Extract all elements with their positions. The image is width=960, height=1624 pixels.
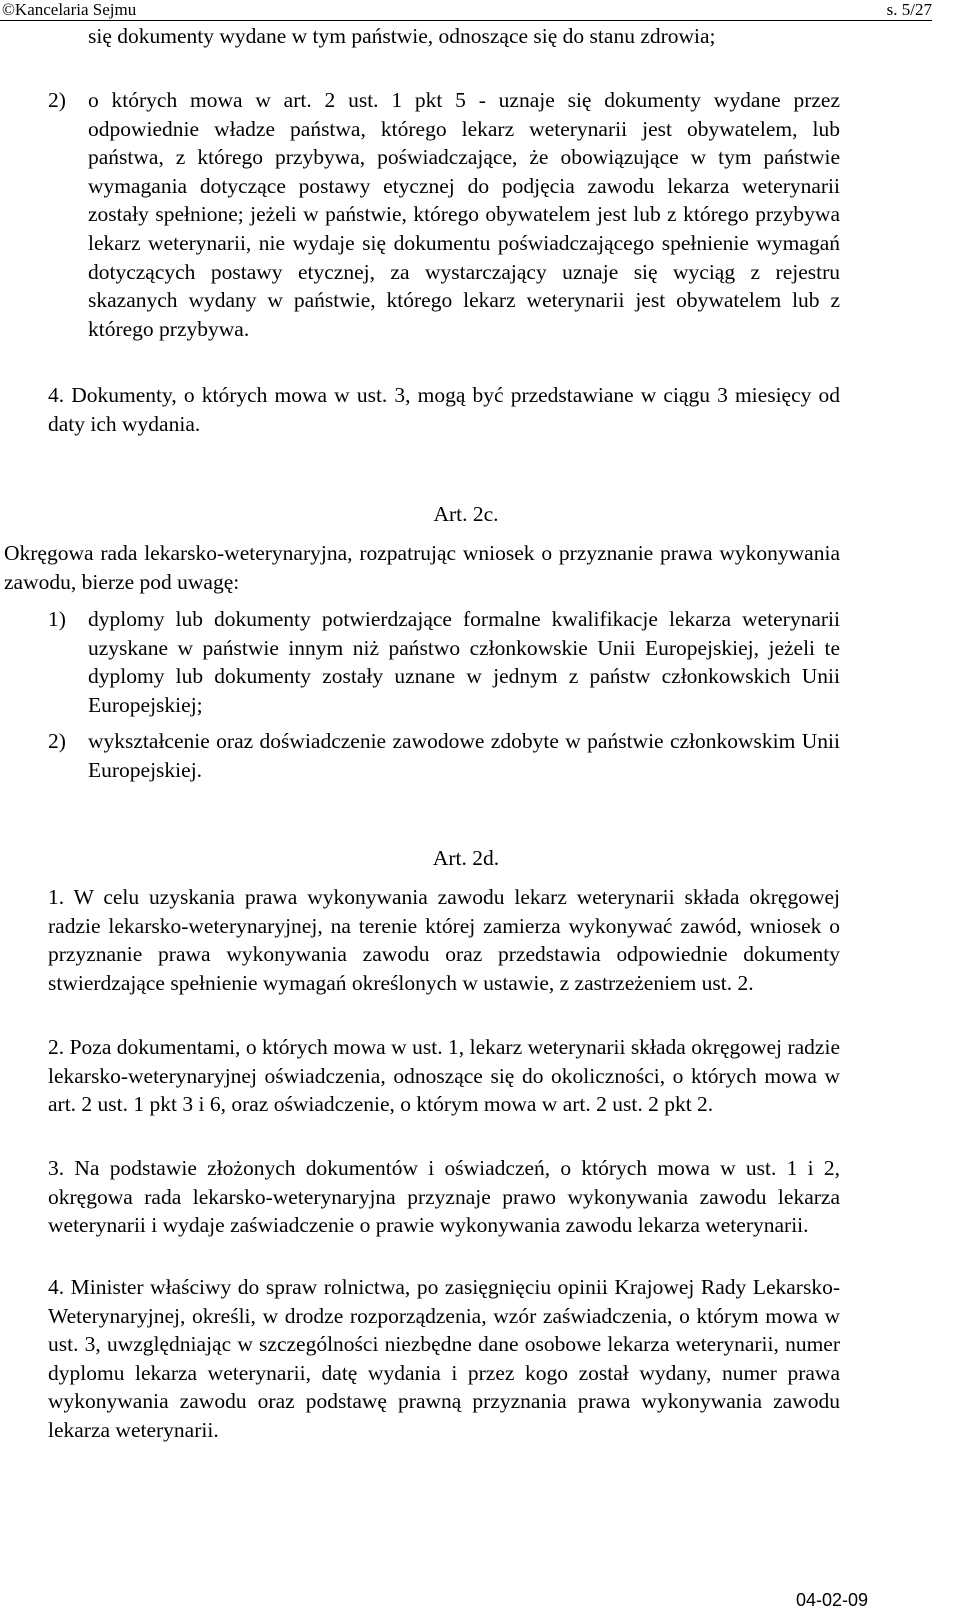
article-2c-intro: Okręgowa rada lekarsko-weterynaryjna, rozpatrując wniosek o przyznanie prawa wykonywania zawodu, bierze pod uwagę: bbox=[4, 541, 840, 594]
item-text: o których mowa w art. 2 ust. 1 pkt 5 - uznaje się dokumenty wydane przez odpowiednie władze państwa, którego lekarz weterynarii jest obywatelem, lub państwa, z którego przybywa, poświadczające, że obowiązujące w tym państwie wymagania dotyczące postawy etycznej do podjęcia zawodu lekarza weterynarii zostały spełnione; jeżeli w państwie, którego obywatelem jest lub z którego przybywa lekarz weterynarii, nie wydaje się dokumentu poświadczającego spełnienie wymagań dotyczących postawy etycznej, za wystarczający uznaje się wyciąg z rejestru skazanych wydany w państwie, którego lekarz weterynarii jest obywatelem lub z którego przybywa. bbox=[88, 88, 840, 341]
source-label: ©Kancelaria Sejmu bbox=[2, 0, 137, 19]
continuation-text: się dokumenty wydane w tym państwie, odnoszące się do stanu zdrowia; bbox=[88, 24, 716, 48]
header-divider bbox=[0, 20, 932, 21]
article-title-2d: Art. 2d. bbox=[432, 846, 500, 870]
list-item-number: 2) bbox=[48, 729, 66, 753]
article-2d-paragraph-3: 3. Na podstawie złożonych dokumentów i oświadczeń, o których mowa w ust. 1 i 2, okręgowa rada lekarsko-weterynaryjna przyznaje prawo wykonywania zawodu lekarza weterynarii i wydaje zaświadczenie o prawie wykonywania zawodu lekarza weterynarii. bbox=[48, 1156, 840, 1238]
article-2d-paragraph-4: 4. Minister właściwy do spraw rolnictwa, po zasięgnięciu opinii Krajowej Rady Lekarsko-Weterynaryjnej, określi, w drodze rozporządzenia, wzór zaświadczenia, o którym mowa w ust. 3, uwzględniając w szczególności niezbędne dane osobowe lekarza weterynarii, numer dyplomu lekarza weterynarii, datę wydania i przez kogo został wydany, numer prawa wykonywania zawodu oraz podstawę prawną przyznania prawa wykonywania zawodu lekarza weterynarii. bbox=[48, 1275, 840, 1442]
list-item-number: 1) bbox=[48, 607, 66, 631]
article-2d-paragraph-1: 1. W celu uzyskania prawa wykonywania zawodu lekarz weterynarii składa okręgowej radzie lekarsko-weterynaryjnej, na terenie której zamierza wykonywać zawód, wniosek o przyznanie prawa wykonywania zawodu oraz przedstawia odpowiednie dokumenty stwierdzające spełnienie wymagań określonych w ustawie, z zastrzeżeniem ust. 2. bbox=[48, 885, 840, 995]
list-item-text: dyplomy lub dokumenty potwierdzające formalne kwalifikacje lekarza weterynarii uzyskane w państwie innym niż państwo członkowskie Unii Europejskiej, jeżeli te dyplomy lub dokumenty zostały uznane w jednym z państw członkowskich Unii Europejskiej; bbox=[88, 607, 840, 717]
list-item-text: wykształcenie oraz doświadczenie zawodowe zdobyte w państwie członkowskim Unii Europejskiej. bbox=[88, 729, 840, 782]
article-2d-paragraph-2: 2. Poza dokumentami, o których mowa w ust. 1, lekarz weterynarii składa okręgowej radzie lekarsko-weterynaryjnej oświadczenia, odnoszące się do okoliczności, o których mowa w art. 2 ust. 1 pkt 3 i 6, oraz oświadczenie, o którym mowa w art. 2 ust. 2 pkt 2. bbox=[48, 1035, 840, 1117]
item-number: 2) bbox=[48, 88, 66, 112]
document-code: 04-02-09 bbox=[795, 1590, 868, 1610]
page-header bbox=[0, 0, 960, 20]
paragraph-ust-4: 4. Dokumenty, o których mowa w ust. 3, mogą być przedstawiane w ciągu 3 miesięcy od daty ich wydania. bbox=[48, 383, 840, 436]
article-title-2c: Art. 2c. bbox=[433, 502, 499, 526]
page-number: s. 5/27 bbox=[886, 0, 932, 19]
